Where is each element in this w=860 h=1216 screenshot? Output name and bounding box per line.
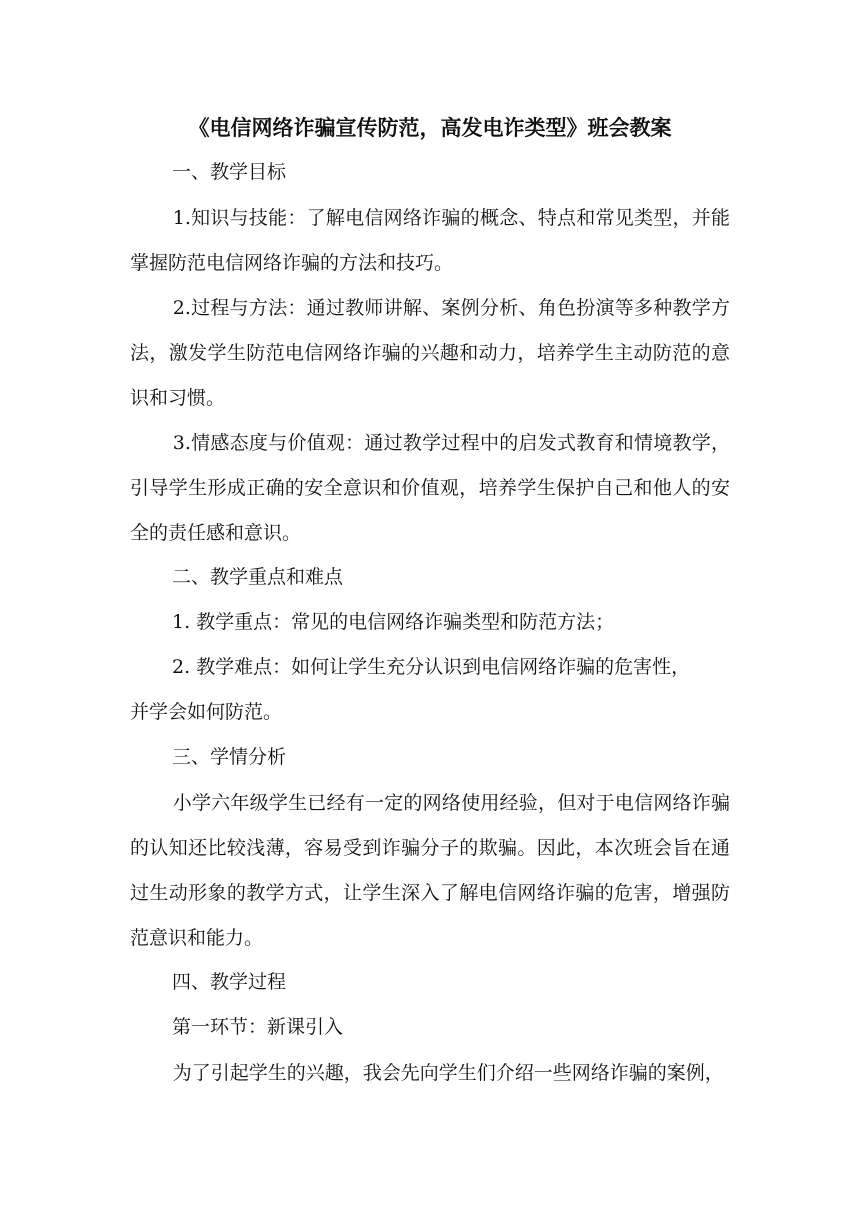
difficulty-text-line1: 2. 教学难点：如何让学生充分认识到电信网络诈骗的危害性， xyxy=(172,656,691,678)
section-heading-analysis: 三、学情分析 xyxy=(172,746,287,768)
section-heading-objectives: 一、教学目标 xyxy=(172,161,287,183)
section-heading-key-points: 二、教学重点和难点 xyxy=(172,566,344,588)
paragraph-knowledge-skills: 1.知识与技能：了解电信网络诈骗的概念、特点和常见类型，并能掌握防范电信网络诈骗的方法和技巧。 xyxy=(130,207,730,274)
paragraph-student-analysis: 小学六年级学生已经有一定的网络使用经验，但对于电信网络诈骗的认知还比较浅薄，容易受到诈骗分子的欺骗。因此，本次班会旨在通过生动形象的教学方式，让学生深入了解电信网络诈骗的危害，增强防范意识和能力。 xyxy=(130,792,730,949)
key-point-text: 1. 教学重点：常见的电信网络诈骗类型和防范方法； xyxy=(172,611,615,633)
document-title: 《电信网络诈骗宣传防范，高发电诈类型》班会教案 xyxy=(188,115,672,140)
paragraph-emotion-values: 3.情感态度与价值观：通过教学过程中的启发式教育和情境教学，引导学生形成正确的安全意识和价值观，培养学生保护自己和他人的安全的责任感和意识。 xyxy=(130,432,730,544)
paragraph-process-methods: 2.过程与方法：通过教师讲解、案例分析、角色扮演等多种教学方法，激发学生防范电信网络诈骗的兴趣和动力，培养学生主动防范的意识和习惯。 xyxy=(130,297,730,409)
paragraph-intro-text: 为了引起学生的兴趣，我会先向学生们介绍一些网络诈骗的案例， xyxy=(172,1062,724,1084)
difficulty-item-line2: 并学会如何防范。 xyxy=(130,701,283,723)
difficulty-item-line1 xyxy=(130,653,730,681)
section-heading-process: 四、教学过程 xyxy=(172,971,287,993)
key-point-item xyxy=(130,608,730,636)
subsection-heading-intro: 第一环节：新课引入 xyxy=(172,1016,344,1038)
